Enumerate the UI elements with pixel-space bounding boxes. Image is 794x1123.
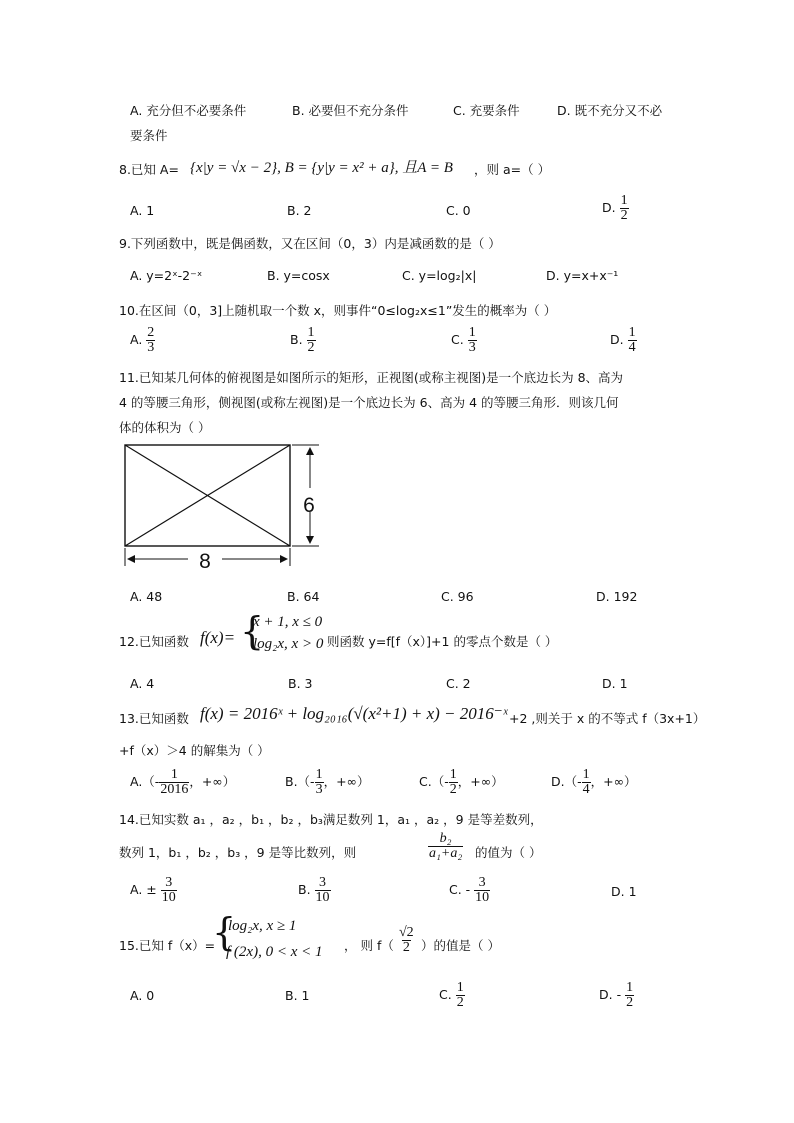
q10-option-d: D. $\frac{1}{4}$ (610, 325, 636, 355)
q12-option-d: D. 1 (602, 676, 628, 691)
q14-line-2-tail: 的值为（ ） (475, 845, 542, 860)
q11-option-d: D. 192 (596, 589, 638, 604)
q12-option-a: A. 4 (130, 676, 155, 691)
q9-option-a: A. y=2ˣ-2⁻ˣ (130, 268, 203, 283)
q8-tail: ，则 a=（ ） (474, 162, 551, 177)
q9-option-c: C. y=log₂|x| (402, 268, 477, 283)
q15-argument-fraction: $\frac{√2}{2}$ (399, 925, 414, 955)
q14-option-a-fraction: $\frac{3}{10}$ (161, 875, 176, 905)
q7-option-c: C. 充要条件 (453, 103, 520, 118)
q9-option-d: D. y=x+x⁻¹ (546, 268, 619, 283)
q10-option-d-fraction: $\frac{1}{4}$ (628, 325, 636, 355)
q14-option-c: C. - $\frac{3}{10}$ (449, 875, 490, 905)
q15-option-d-fraction: $\frac{1}{2}$ (626, 980, 634, 1010)
q8-option-d-label: D. (602, 200, 616, 215)
q13-option-d-fraction: $\frac{1}{4}$ (582, 767, 590, 797)
q11-option-b: B. 64 (287, 589, 320, 604)
q13-option-b: B.（- $\frac{1}{3}$ ，+∞） (285, 767, 370, 797)
q12-option-b: B. 3 (288, 676, 313, 691)
q15-brace: { (212, 910, 237, 954)
q11-width-label: 8 (199, 550, 211, 573)
q8-option-b: B. 2 (287, 203, 312, 218)
q10-option-b: B. $\frac{1}{2}$ (290, 325, 315, 355)
q7-option-b: B. 必要但不充分条件 (292, 103, 409, 118)
q8-lead: 8.已知 A= (119, 162, 179, 177)
q13-line-2: +f（x）＞4 的解集为（ ） (119, 743, 270, 758)
q7-option-d-cont: 要条件 (130, 128, 168, 143)
q11-height-label: 6 (303, 494, 315, 517)
q11-line-2: 4 的等腰三角形，侧视图(或称左视图)是一个底边长为 6、高为 4 的等腰三角形．则该几何 (119, 395, 619, 410)
q14-line-1: 14.已知实数 a₁ ，a₂ ，b₁ ，b₂ ，b₃满足数列 1，a₁ ，a₂ ，9 是等差数列， (119, 812, 543, 827)
q12-fx: f(x)= (200, 628, 236, 647)
q15-option-b: B. 1 (285, 988, 310, 1003)
q12-brace: { (240, 609, 265, 653)
q15-mid: ， 则 f（ (344, 938, 394, 953)
q15-option-a: A. 0 (130, 988, 155, 1003)
q10-option-a-fraction: $\frac{2}{3}$ (147, 325, 155, 355)
q11-line-1: 11.已知某几何体的俯视图是如图所示的矩形，正视图(或称主视图)是一个底边长为 8、高为 (119, 370, 624, 385)
q11-line-3: 体的体积为（ ） (119, 420, 211, 435)
q15-case-2: f (2x), 0 < x < 1 (226, 944, 323, 960)
q13-option-c: C.（- $\frac{1}{2}$ ，+∞） (419, 767, 504, 797)
q13-option-d: D.（- $\frac{1}{4}$ ，+∞） (551, 767, 637, 797)
q14-option-c-fraction: $\frac{3}{10}$ (475, 875, 490, 905)
q12-case-1: x + 1, x ≤ 0 (253, 614, 323, 630)
q14-option-a: A. ± $\frac{3}{10}$ (130, 875, 176, 905)
q10-option-a: A. $\frac{2}{3}$ (130, 325, 155, 355)
q11-option-c: C. 96 (441, 589, 474, 604)
q7-option-a: A. 充分但不必要条件 (130, 103, 247, 118)
q11-top-view-figure (116, 440, 326, 578)
q10-option-c: C. $\frac{1}{3}$ (451, 325, 476, 355)
q15-tail: ）的值是（ ） (421, 938, 500, 953)
q8-option-d-fraction: $\frac{1}{2}$ (620, 193, 628, 223)
q12-case-2: log₂x, x > 0 (253, 636, 324, 652)
q13-option-b-fraction: $\frac{1}{3}$ (315, 767, 323, 797)
q8-option-c: C. 0 (446, 203, 471, 218)
q13-formula: f(x) = 2016ˣ + log₂₀₁₆(√(x²+1) + x) − 2016⁻ˣ (200, 704, 508, 723)
q12-option-c: C. 2 (446, 676, 471, 691)
q15-case-1: log₂x, x ≥ 1 (228, 918, 297, 934)
q10-option-c-fraction: $\frac{1}{3}$ (468, 325, 476, 355)
q15-option-c: C. $\frac{1}{2}$ (439, 980, 464, 1010)
q14-option-b: B. $\frac{3}{10}$ (298, 875, 330, 905)
q13-option-a: A.（- $\frac{1}{2016}$ ，+∞） (130, 767, 236, 797)
q15-option-d: D. - $\frac{1}{2}$ (599, 980, 634, 1010)
q7-option-d: D. 既不充分又不必 (557, 103, 663, 118)
q14-line-2-lead: 数列 1，b₁ ，b₂ ，b₃ ，9 是等比数列，则 (119, 845, 357, 860)
q10-option-b-fraction: $\frac{1}{2}$ (307, 325, 315, 355)
q13-tail: +2 ,则关于 x 的不等式 f（3x+1） (509, 711, 706, 726)
q14-option-b-fraction: $\frac{3}{10}$ (315, 875, 330, 905)
q10-stem: 10.在区间（0，3]上随机取一个数 x，则事件“0≤log₂x≤1”发生的概率为（ ） (119, 303, 557, 318)
q8-option-d (602, 194, 629, 223)
q15-lead: 15.已知 f（x）= (119, 938, 216, 953)
q12-tail: 则函数 y=f[f（x）]+1 的零点个数是（ ） (327, 634, 558, 649)
q15-option-c-fraction: $\frac{1}{2}$ (456, 980, 464, 1010)
q13-option-a-fraction: $\frac{1}{2016}$ (160, 767, 189, 797)
q9-option-b: B. y=cosx (267, 268, 330, 283)
q9-stem: 9.下列函数中，既是偶函数，又在区间（0，3）内是减函数的是（ ） (119, 236, 501, 251)
q8-option-a: A. 1 (130, 203, 155, 218)
q8-set-formula: {x|y = √x − 2}, B = {y|y = x² + a}, 且A = B (190, 160, 453, 176)
q11-option-a: A. 48 (130, 589, 163, 604)
q14-ratio-fraction: $\frac{\text{b₂}}{\text{a₁+a₂}}$ (429, 831, 463, 861)
q13-lead: 13.已知函数 (119, 711, 189, 726)
q14-option-d: D. 1 (611, 884, 637, 899)
q12-lead: 12.已知函数 (119, 634, 189, 649)
q13-option-c-fraction: $\frac{1}{2}$ (449, 767, 457, 797)
